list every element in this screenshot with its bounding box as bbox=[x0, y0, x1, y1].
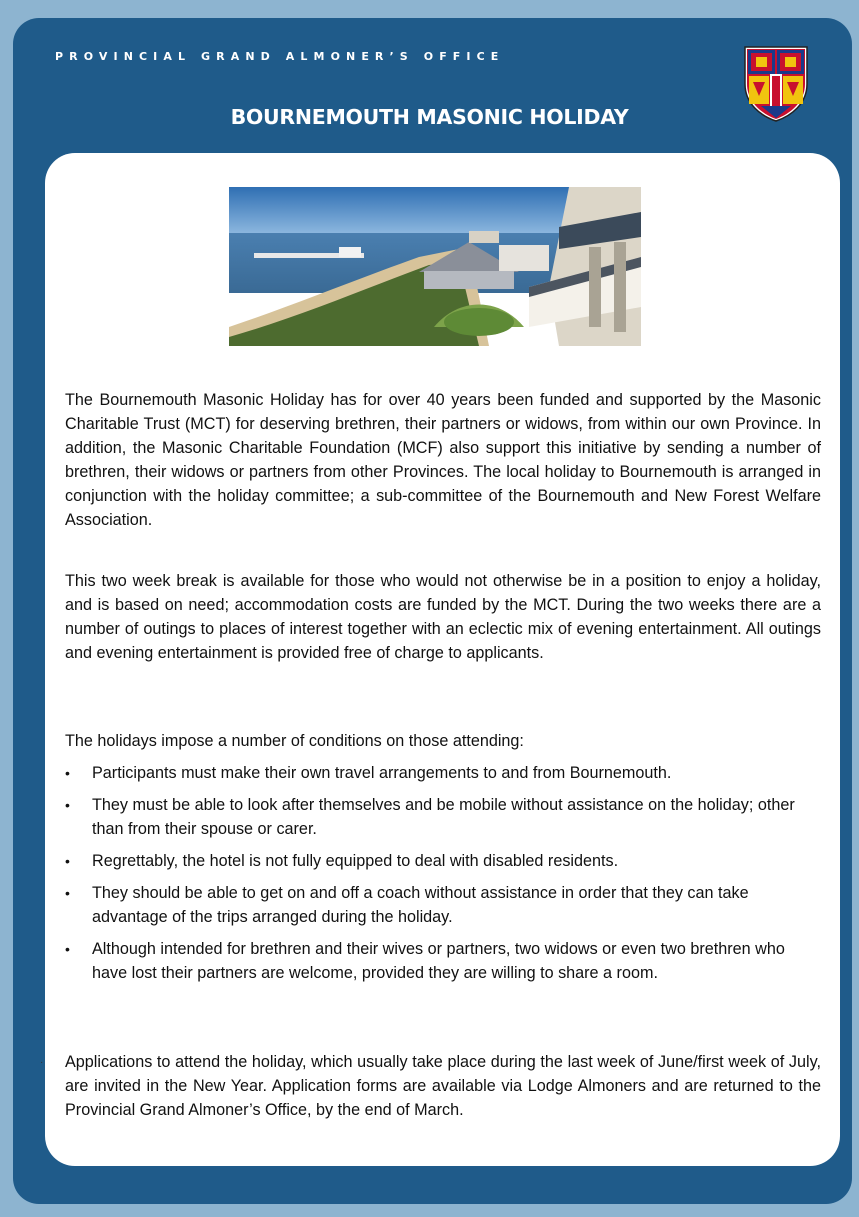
list-item-text: They must be able to look after themselves and be mobile without assistance on the holiday; other than from their spouse or carer. bbox=[92, 796, 795, 838]
list-item-text: Regrettably, the hotel is not fully equipped to deal with disabled residents. bbox=[92, 852, 619, 870]
bullet-icon: • bbox=[65, 797, 70, 813]
coat-of-arms-icon bbox=[741, 44, 811, 122]
bullet-icon: • bbox=[65, 853, 70, 869]
bullet-icon: • bbox=[65, 885, 70, 901]
stray-mark-icon: · bbox=[40, 1057, 44, 1068]
list-item bbox=[65, 761, 805, 785]
list-item-text: Participants must make their own travel arrangements to and from Bournemouth. bbox=[92, 764, 672, 782]
page-title: BOURNEMOUTH MASONIC HOLIDAY bbox=[230, 105, 629, 129]
break-paragraph: This two week break is available for those who would not otherwise be in a position to enjoy a holiday, and is based on need; accommodation costs are funded by the MCT. During the two weeks there are a number of outings to places of interest together with an eclectic mix of evening entertainment. All outings and evening entertainment is provided free of charge to applicants. bbox=[65, 572, 821, 662]
list-item bbox=[65, 849, 805, 873]
bournemouth-seafront-image bbox=[229, 187, 641, 346]
applications-paragraph: Applications to attend the holiday, which usually take place during the last week of June/first week of July, are invited in the New Year. Application forms are available via Lodge Almoners and are returned to the Provincial Grand Almoner’s Office, by the end of March. bbox=[65, 1053, 821, 1119]
list-item bbox=[65, 881, 805, 929]
bullet-icon: • bbox=[65, 765, 70, 781]
list-item bbox=[65, 937, 805, 985]
intro-paragraph: The Bournemouth Masonic Holiday has for over 40 years been funded and supported by the Masonic Charitable Trust (MCT) for deserving brethren, their partners or widows, from within our own Province. In addition, the Masonic Charitable Foundation (MCF) also support this initiative by sending a number of brethren, their widows or partners from other Provinces. The local holiday to Bournemouth is arranged in conjunction with the holiday committee; a sub-committee of the Bournemouth and New Forest Welfare Association. bbox=[65, 391, 821, 529]
list-item-text: Although intended for brethren and their wives or partners, two widows or even two brethren who have lost their partners are welcome, provided they are willing to share a room. bbox=[92, 940, 785, 982]
bullet-icon: • bbox=[65, 941, 70, 957]
list-item-text: They should be able to get on and off a coach without assistance in order that they can take advantage of the trips arranged during the holiday. bbox=[92, 884, 749, 926]
list-item bbox=[65, 793, 805, 841]
conditions-intro: The holidays impose a number of conditions on those attending: bbox=[65, 732, 524, 750]
office-heading: PROVINCIAL GRAND ALMONER’S OFFICE bbox=[55, 50, 505, 63]
conditions-list bbox=[65, 761, 805, 993]
